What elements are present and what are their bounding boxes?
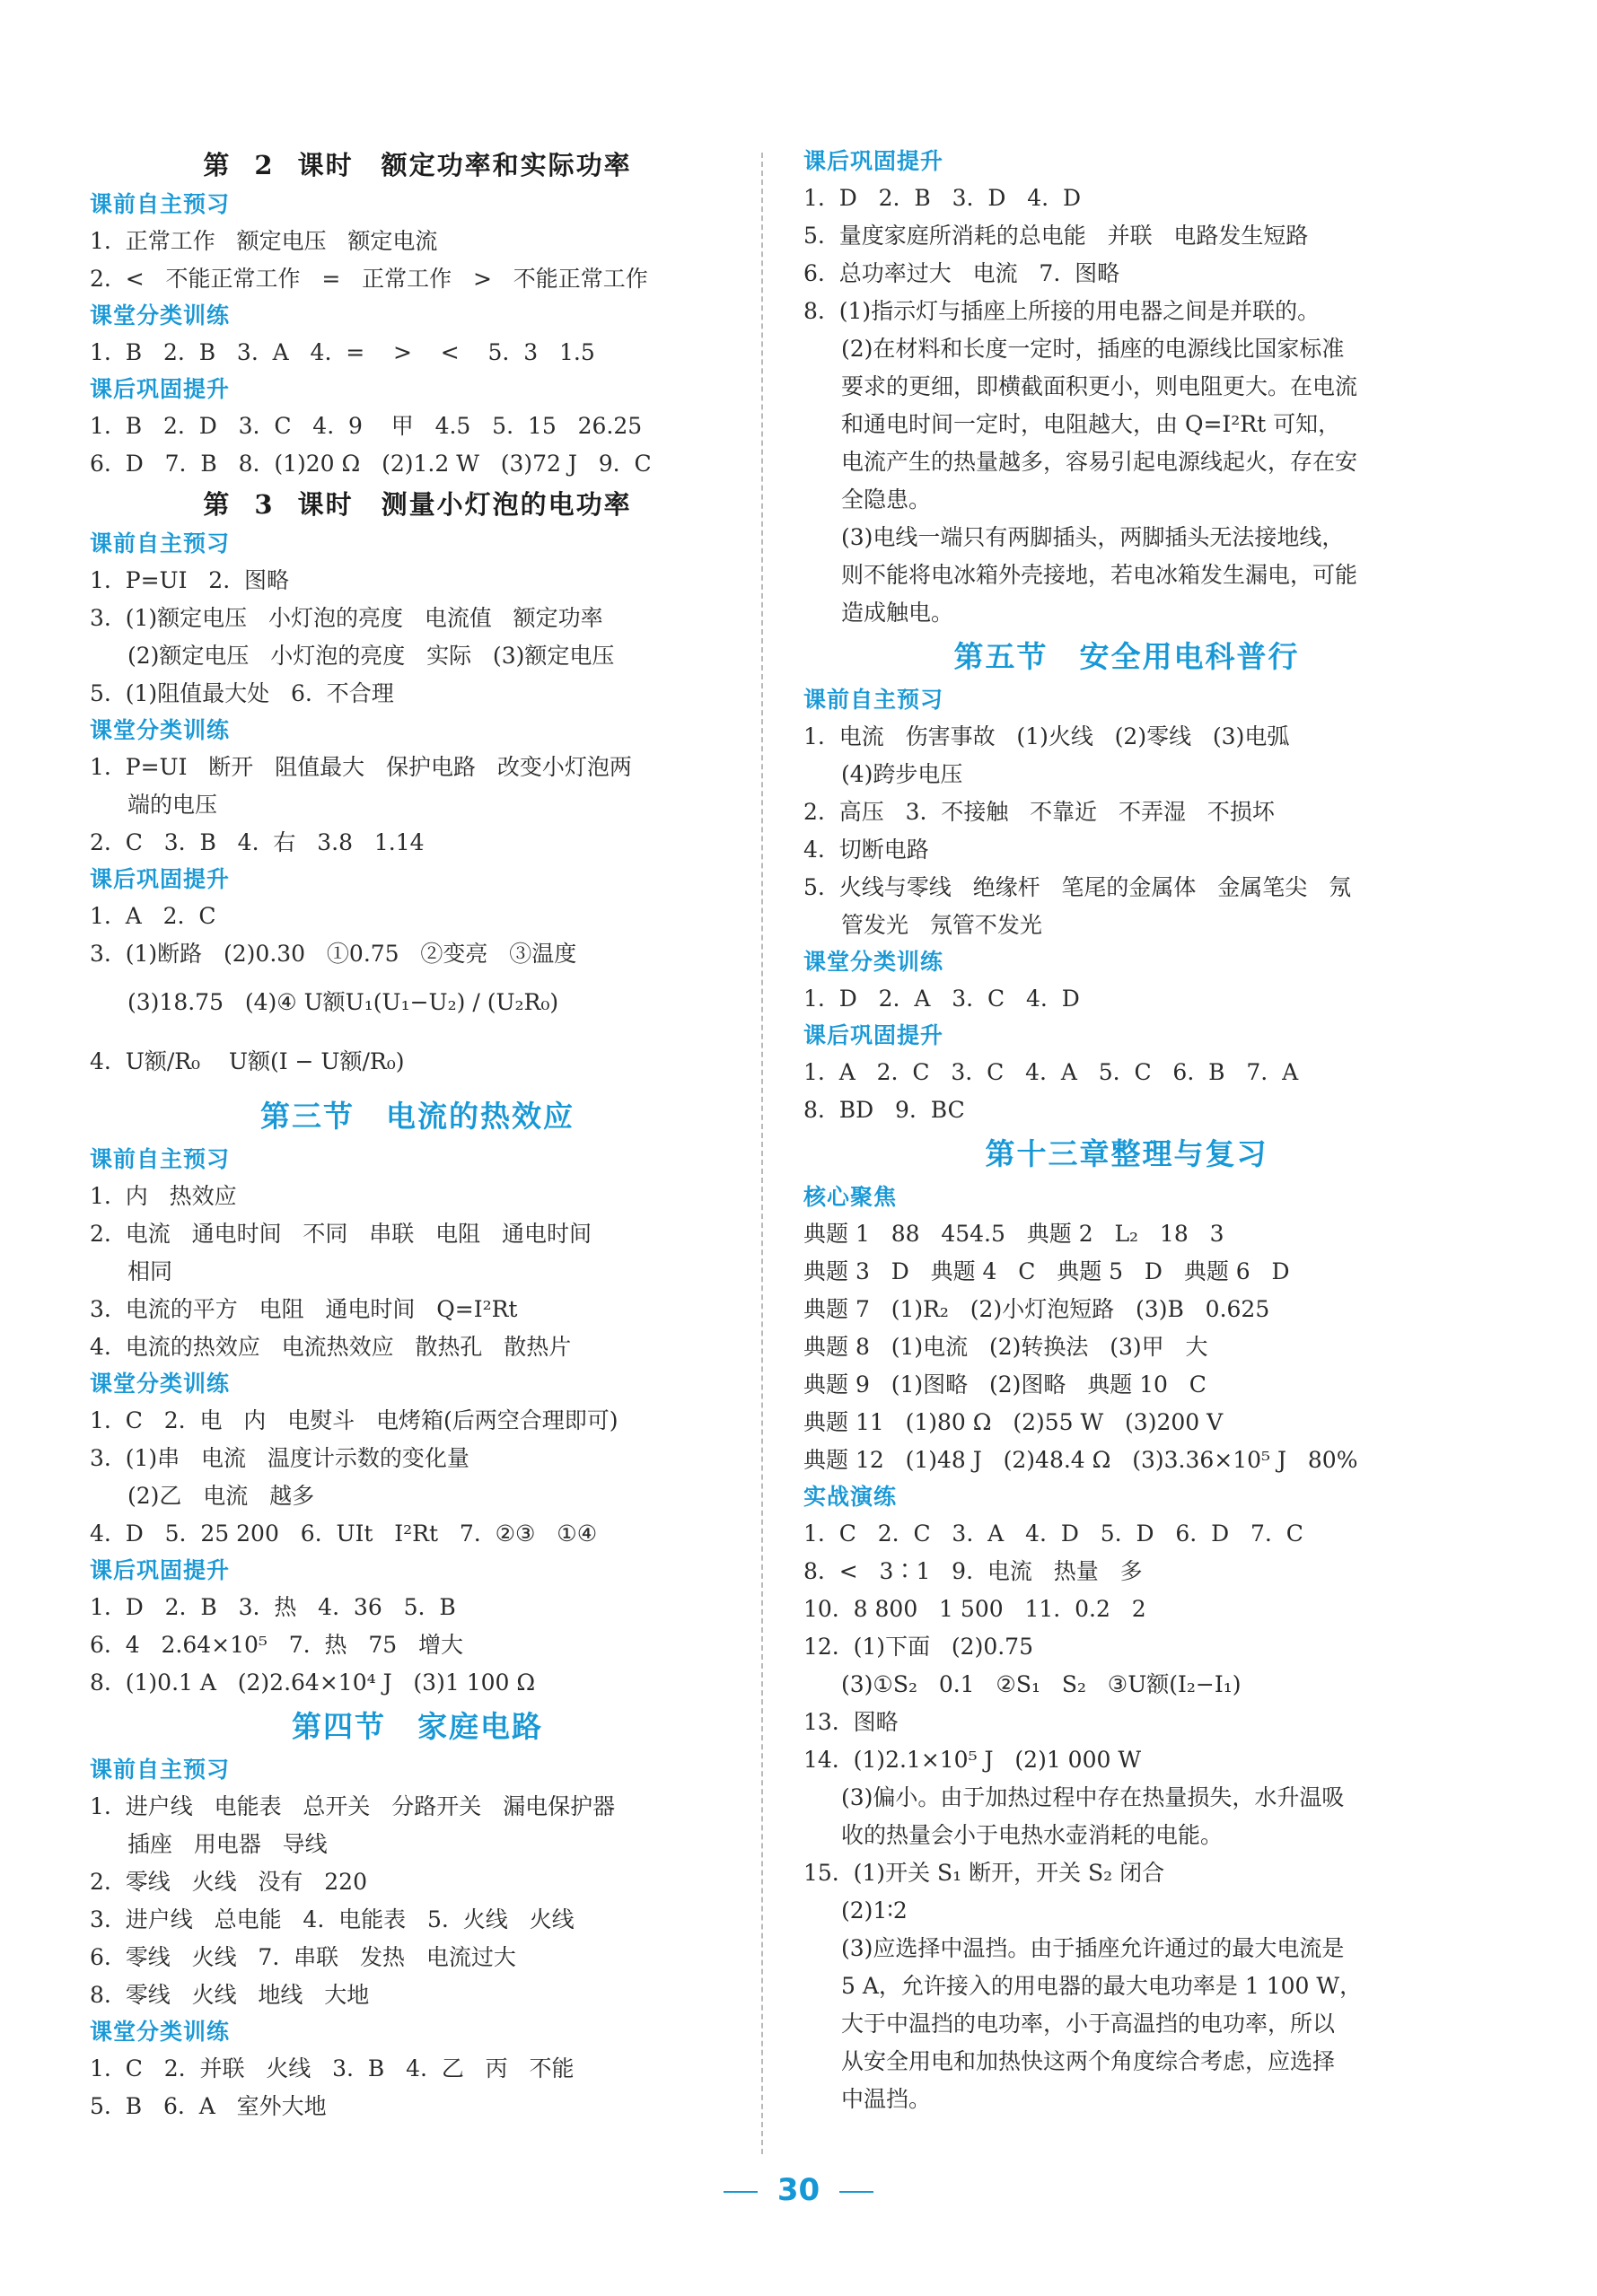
- answer-line: 2. 电流 通电时间 不同 串联 电阻 通电时间: [90, 1221, 592, 1247]
- answer-line: 8. < 3∶1 9. 电流 热量 多: [803, 1558, 1143, 1584]
- answer-line: 典题 3 D 典题 4 C 典题 5 D 典题 6 D: [803, 1258, 1290, 1284]
- subsection-heading: 课后巩固提升: [90, 1557, 231, 1583]
- answer-line: 1. B 2. D 3. C 4. 9 甲 4.5 5. 15 26.25: [90, 413, 643, 439]
- answer-line: 14. (1)2.1×10⁵ J (2)1 000 W: [803, 1747, 1142, 1773]
- answer-line: 2. 零线 火线 没有 220: [90, 1869, 367, 1895]
- subsection-heading: 课前自主预习: [90, 1757, 231, 1783]
- answer-line: 1. D 2. A 3. C 4. D: [803, 986, 1080, 1012]
- answer-line: 收的热量会小于电热水壶消耗的电能。: [841, 1822, 1224, 1848]
- answer-line: 13. 图略: [803, 1709, 899, 1735]
- right-column: [803, 144, 1450, 2118]
- answer-line: 大于中温挡的电功率，小于高温挡的电功率，所以: [841, 2011, 1336, 2037]
- answer-line: 典题 9 (1)图略 (2)图略 典题 10 C: [803, 1371, 1207, 1398]
- subsection-heading: 课堂分类训练: [90, 302, 231, 329]
- section-title: 第四节 家庭电路: [292, 1709, 543, 1744]
- answer-line: 4. D 5. 25 200 6. UIt I²Rt 7. ②③ ①④: [90, 1520, 598, 1547]
- answer-line: 5. (1)阻值最大处 6. 不合理: [90, 680, 394, 706]
- answer-line: 3. 电流的平方 电阻 通电时间 Q=I²Rt: [90, 1296, 518, 1322]
- lesson-title: 第 3 课时 测量小灯泡的电功率: [203, 489, 632, 520]
- answer-line: (4)跨步电压: [841, 761, 963, 787]
- subsection-heading: 课后巩固提升: [803, 148, 944, 174]
- subsection-heading: 课后巩固提升: [90, 866, 231, 892]
- subsection-heading: 课堂分类训练: [803, 949, 944, 975]
- answer-line: 1. 电流 伤害事故 (1)火线 (2)零线 (3)电弧: [803, 723, 1290, 749]
- page-footer: [0, 2172, 1597, 2208]
- answer-line: (3)电线一端只有两脚插头，两脚插头无法接地线，: [841, 524, 1345, 550]
- answer-line: 电流产生的热量越多，容易引起电源线起火，存在安: [841, 449, 1358, 475]
- answer-line: (2)乙 电流 越多: [127, 1483, 315, 1509]
- column-divider: [761, 153, 763, 2154]
- answer-line: 3. (1)串 电流 温度计示数的变化量: [90, 1445, 469, 1471]
- answer-line: 5. 量度家庭所消耗的总电能 并联 电路发生短路: [803, 223, 1309, 249]
- answer-line: (2)在材料和长度一定时，插座的电源线比国家标准: [841, 336, 1345, 362]
- answer-line: 4. 电流的热效应 电流热效应 散热孔 散热片: [90, 1334, 572, 1360]
- answer-line: 插座 用电器 导线: [127, 1831, 328, 1857]
- subsection-heading: 课前自主预习: [90, 530, 231, 556]
- answer-line: (2)1∶2: [841, 1897, 908, 1924]
- answer-line: 则不能将电冰箱外壳接地，若电冰箱发生漏电，可能: [841, 562, 1358, 588]
- answer-line: 1. P=UI 断开 阻值最大 保护电路 改变小灯泡两: [90, 754, 632, 780]
- answer-line: 10. 8 800 1 500 11. 0.2 2: [803, 1596, 1146, 1622]
- answer-line: 要求的更细，即横截面积更小，则电阻更大。在电流: [841, 373, 1358, 399]
- answer-line: 1. D 2. B 3. 热 4. 36 5. B: [90, 1594, 456, 1620]
- answer-line: (3)18.75 (4)④ U额U₁(U₁−U₂) / (U₂R₀): [127, 989, 559, 1015]
- answer-line: 中温挡。: [841, 2086, 932, 2112]
- answer-line: 6. D 7. B 8. (1)20 Ω (2)1.2 W (3)72 J 9. C: [90, 451, 652, 477]
- answer-line: 1. A 2. C: [90, 903, 216, 929]
- answer-line: 典题 12 (1)48 J (2)48.4 Ω (3)3.36×10⁵ J 80%: [803, 1447, 1358, 1473]
- section-title: 第五节 安全用电科普行: [953, 639, 1300, 674]
- footer-dash-left: [724, 2191, 758, 2193]
- answer-line: 1. B 2. B 3. A 4. = > < 5. 3 1.5: [90, 339, 595, 365]
- answer-line: 1. C 2. 电 内 电熨斗 电烤箱(后两空合理即可): [90, 1407, 619, 1433]
- answer-line: 6. 4 2.64×10⁵ 7. 热 75 增大: [90, 1632, 464, 1658]
- answer-line: 1. 正常工作 额定电压 额定电流: [90, 228, 438, 254]
- answer-line: 和通电时间一定时，电阻越大，由 Q=I²Rt 可知，: [841, 411, 1341, 437]
- answer-line: 典题 7 (1)R₂ (2)小灯泡短路 (3)B 0.625: [803, 1296, 1270, 1322]
- answer-line: 2. 高压 3. 不接触 不靠近 不弄湿 不损坏: [803, 799, 1275, 825]
- answer-line: 典题 11 (1)80 Ω (2)55 W (3)200 V: [803, 1409, 1224, 1435]
- answer-line: 全隐患。: [841, 486, 932, 513]
- answer-line: 端的电压: [127, 792, 218, 818]
- subsection-heading: 课堂分类训练: [90, 1371, 231, 1397]
- answer-line: 3. (1)断路 (2)0.30 ①0.75 ②变亮 ③温度: [90, 941, 577, 967]
- subsection-heading: 实战演练: [803, 1484, 898, 1510]
- subsection-heading: 课前自主预习: [803, 687, 944, 713]
- answer-line: (3)偏小。由于加热过程中存在热量损失，水升温吸: [841, 1784, 1345, 1810]
- answer-line: 管发光 氖管不发光: [841, 912, 1042, 938]
- answer-line: 4. U额/R₀ U额(I − U额/R₀): [90, 1048, 405, 1074]
- answer-line: 8. 零线 火线 地线 大地: [90, 1982, 370, 2008]
- answer-line: 5. 火线与零线 绝缘杆 笔尾的金属体 金属笔尖 氖: [803, 874, 1352, 900]
- subsection-heading: 课后巩固提升: [803, 1022, 944, 1048]
- answer-line: 1. 进户线 电能表 总开关 分路开关 漏电保护器: [90, 1793, 616, 1819]
- answer-line: 1. C 2. 并联 火线 3. B 4. 乙 丙 不能: [90, 2055, 575, 2081]
- answer-line: 5. B 6. A 室外大地: [90, 2093, 327, 2119]
- answer-line: 4. 切断电路: [803, 837, 929, 863]
- answer-line: 6. 总功率过大 电流 7. 图略: [803, 260, 1120, 286]
- page-number: 30: [777, 2172, 820, 2208]
- answer-line: 1. C 2. C 3. A 4. D 5. D 6. D 7. C: [803, 1520, 1303, 1547]
- answer-line: 3. 进户线 总电能 4. 电能表 5. 火线 火线: [90, 1906, 575, 1932]
- answer-line: 8. BD 9. BC: [803, 1097, 965, 1123]
- answer-line: 典题 1 88 454.5 典题 2 L₂ 18 3: [803, 1221, 1224, 1247]
- answer-line: 3. (1)额定电压 小灯泡的亮度 电流值 额定功率: [90, 605, 603, 631]
- answer-line: 6. 零线 火线 7. 串联 发热 电流过大: [90, 1944, 516, 1970]
- section-title: 第十三章整理与复习: [985, 1136, 1268, 1171]
- answer-line: 典题 8 (1)电流 (2)转换法 (3)甲 大: [803, 1334, 1208, 1360]
- answer-line: 15. (1)开关 S₁ 断开，开关 S₂ 闭合: [803, 1860, 1165, 1886]
- subsection-heading: 课前自主预习: [90, 191, 231, 217]
- footer-dash-right: [839, 2191, 873, 2193]
- answer-line: 从安全用电和加热快这两个角度综合考虑，应选择: [841, 2048, 1336, 2074]
- answer-line: 8. (1)0.1 A (2)2.64×10⁴ J (3)1 100 Ω: [90, 1669, 536, 1696]
- answer-line: 1. P=UI 2. 图略: [90, 567, 290, 593]
- answer-line: 2. C 3. B 4. 右 3.8 1.14: [90, 829, 425, 855]
- subsection-heading: 课堂分类训练: [90, 2019, 231, 2045]
- lesson-title: 第 2 课时 额定功率和实际功率: [203, 150, 632, 180]
- subsection-heading: 课堂分类训练: [90, 717, 231, 743]
- answer-line: 12. (1)下面 (2)0.75: [803, 1634, 1033, 1660]
- subsection-heading: 课前自主预习: [90, 1146, 231, 1172]
- answer-line: 2. < 不能正常工作 = 正常工作 > 不能正常工作: [90, 266, 648, 292]
- answer-line: 相同: [127, 1258, 173, 1284]
- answer-line: (3)①S₂ 0.1 ②S₁ S₂ ③U额(I₂−I₁): [841, 1671, 1242, 1697]
- answer-line: 5 A，允许接入的用电器的最大电功率是 1 100 W，: [841, 1973, 1363, 1999]
- left-column: [90, 144, 745, 2125]
- answer-line: (2)额定电压 小灯泡的亮度 实际 (3)额定电压: [127, 643, 615, 669]
- subsection-heading: 课后巩固提升: [90, 376, 231, 402]
- answer-line: 1. 内 热效应: [90, 1183, 237, 1209]
- answer-line: 1. D 2. B 3. D 4. D: [803, 185, 1082, 211]
- answer-line: 造成触电。: [841, 600, 954, 626]
- answer-line: 8. (1)指示灯与插座上所接的用电器之间是并联的。: [803, 298, 1321, 324]
- answer-line: 1. A 2. C 3. C 4. A 5. C 6. B 7. A: [803, 1059, 1299, 1085]
- subsection-heading: 核心聚焦: [803, 1184, 898, 1210]
- answer-line: (3)应选择中温挡。由于插座允许通过的最大电流是: [841, 1935, 1345, 1961]
- section-title: 第三节 电流的热效应: [260, 1099, 575, 1134]
